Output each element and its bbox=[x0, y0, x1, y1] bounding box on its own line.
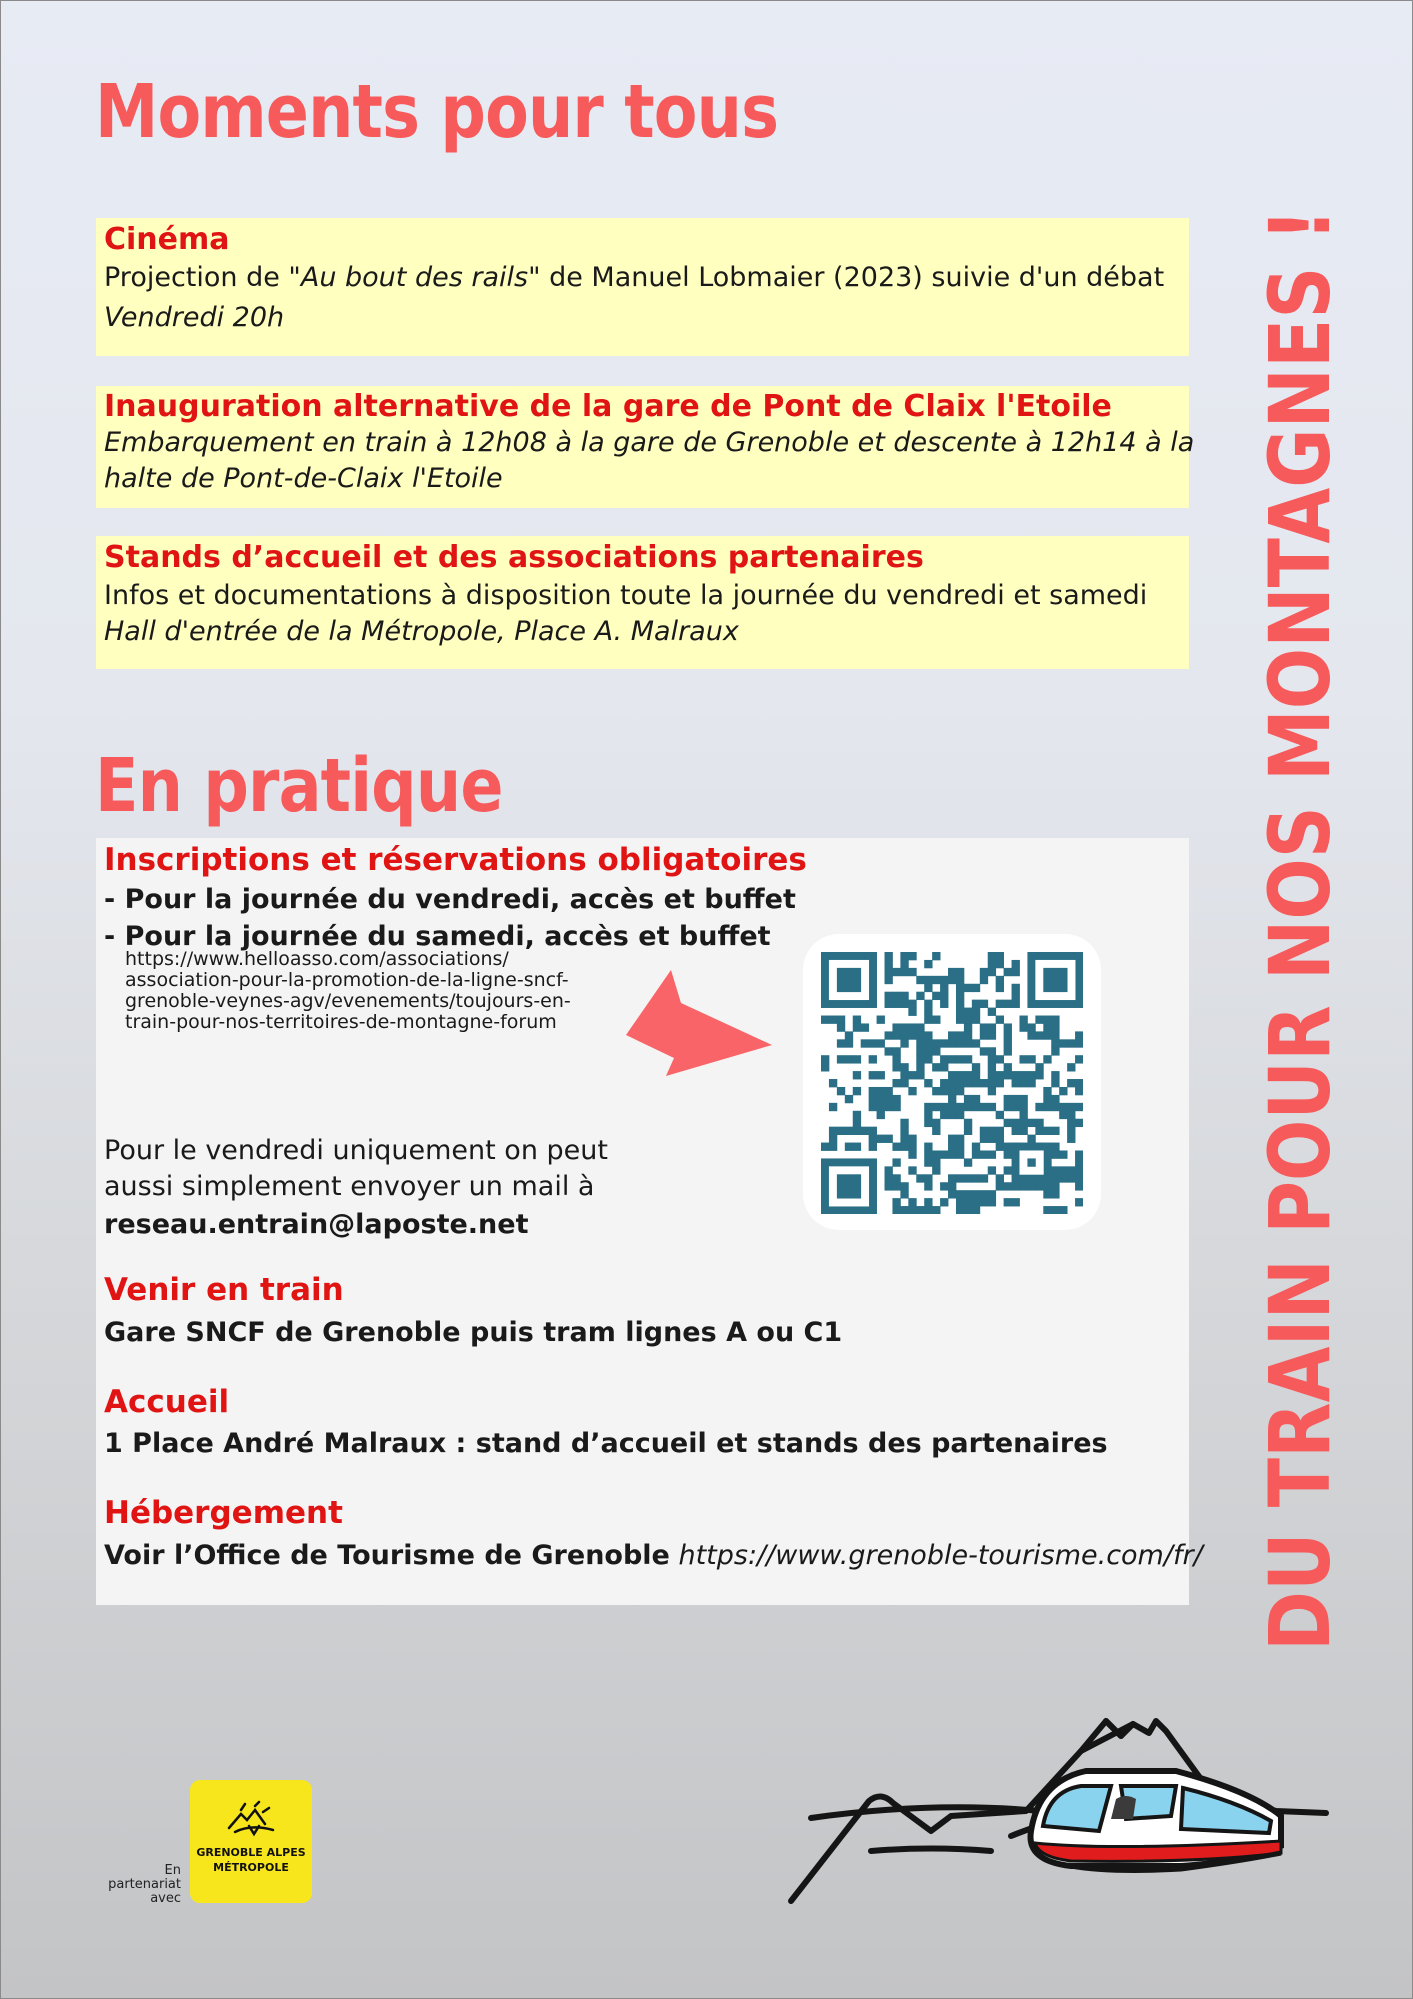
stands-title: Stands d’accueil et des associations partenaires bbox=[104, 540, 924, 575]
metropole-emblem-icon bbox=[221, 1800, 281, 1840]
practical-info-panel bbox=[96, 838, 1203, 1605]
cinema-time: Vendredi 20h bbox=[104, 302, 285, 333]
helloasso-url-line-2: association-pour-la-promotion-de-la-ligne-sncf- bbox=[125, 969, 569, 991]
lodging-line bbox=[104, 1538, 1203, 1574]
qr-code[interactable] bbox=[803, 934, 1101, 1230]
cinema-title: Cinéma bbox=[104, 222, 230, 257]
contact-email[interactable]: reseau.entrain@laposte.net bbox=[104, 1209, 529, 1240]
qr-code-icon bbox=[821, 952, 1083, 1214]
tourism-office-link[interactable]: https://www.grenoble-tourisme.com/fr/ bbox=[678, 1540, 1203, 1571]
welcome-text: 1 Place André Malraux : stand d’accueil et stands des partenaires bbox=[104, 1428, 1108, 1459]
partnership-label-line-1: En bbox=[164, 1863, 181, 1878]
train-directions: Gare SNCF de Grenoble puis tram lignes A ou C1 bbox=[104, 1317, 843, 1348]
inauguration-title: Inauguration alternative de la gare de Pont de Claix l'Etoile bbox=[104, 389, 1112, 424]
cinema-description bbox=[104, 258, 1181, 298]
inauguration-box bbox=[96, 386, 1195, 508]
partnership-label-line-2: partenariat bbox=[108, 1877, 181, 1892]
registration-item-saturday: - Pour la journée du samedi, accès et buffet bbox=[104, 921, 771, 952]
stands-box bbox=[96, 536, 1189, 669]
arrow-right-icon bbox=[626, 970, 786, 1080]
lodging-text: Voir l’Office de Tourisme de Grenoble bbox=[104, 1540, 670, 1571]
mail-note-line-1: Pour le vendredi uniquement on peut bbox=[104, 1135, 608, 1166]
partnership-label-line-3: avec bbox=[150, 1891, 181, 1906]
logo-text-line-1: GRENOBLE ALPES bbox=[196, 1846, 306, 1859]
logo-text-line-2: MÉTROPOLE bbox=[213, 1861, 289, 1874]
helloasso-url-line-1: https://www.helloasso.com/associations/ bbox=[125, 948, 509, 970]
inauguration-line-1: Embarquement en train à 12h08 à la gare de Grenoble et descente à 12h14 à la bbox=[104, 427, 1195, 458]
cinema-desc-suffix: " de Manuel Lobmaier (2023) suivie d'un débat bbox=[528, 262, 1165, 293]
helloasso-link[interactable] bbox=[125, 949, 571, 1033]
grenoble-alpes-metropole-logo bbox=[190, 1780, 312, 1903]
section-title-moments: Moments pour tous bbox=[95, 69, 779, 155]
cinema-film-title: Au bout des rails bbox=[300, 262, 529, 293]
cinema-desc-prefix: Projection de " bbox=[104, 262, 301, 293]
vertical-banner: DU TRAIN POUR NOS MONTAGNES ! bbox=[1251, 208, 1349, 1651]
registration-item-friday: - Pour la journée du vendredi, accès et buffet bbox=[104, 884, 796, 915]
welcome-title: Accueil bbox=[104, 1384, 230, 1420]
registration-title: Inscriptions et réservations obligatoires bbox=[104, 842, 807, 878]
stands-line-1: Infos et documentations à disposition toute la journée du vendredi et samedi bbox=[104, 580, 1148, 611]
mountain-train-illustration bbox=[781, 1621, 1361, 1921]
mail-note-line-2: aussi simplement envoyer un mail à bbox=[104, 1171, 595, 1202]
cinema-box bbox=[96, 218, 1189, 356]
lodging-title: Hébergement bbox=[104, 1495, 343, 1531]
stands-location: Hall d'entrée de la Métropole, Place A. Malraux bbox=[104, 616, 739, 647]
partnership-label bbox=[101, 1864, 181, 1906]
helloasso-url-line-4: train-pour-nos-territoires-de-montagne-forum bbox=[125, 1011, 557, 1033]
helloasso-url-line-3: grenoble-veynes-agv/evenements/toujours-en- bbox=[125, 990, 571, 1012]
inauguration-line-2: halte de Pont-de-Claix l'Etoile bbox=[104, 463, 503, 494]
section-title-pratique: En pratique bbox=[95, 743, 503, 829]
train-title: Venir en train bbox=[104, 1272, 344, 1308]
